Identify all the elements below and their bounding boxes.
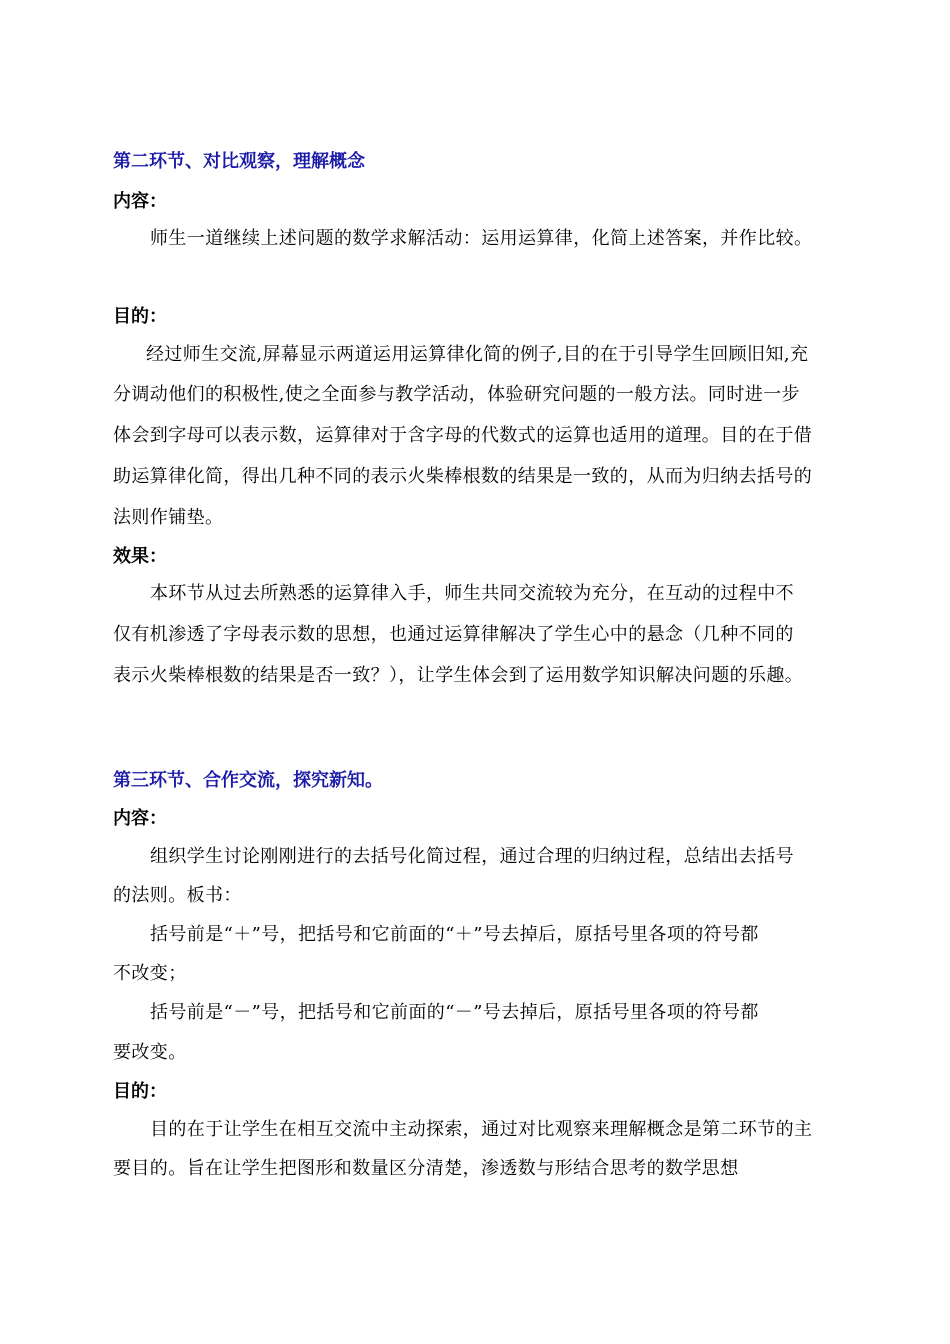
section2-effect-line: 表示火柴棒根数的结果是否一致？），让学生体会到了运用数学知识解决问题的乐趣。	[113, 665, 804, 686]
section3-purpose-line: 目的在于让学生在相互交流中主动探索，通过对比观察来理解概念是第二环节的主	[150, 1119, 813, 1140]
rule-minus-line: 括号前是“－”号，把括号和它前面的“－”号去掉后，原括号里各项的符号都	[150, 1002, 759, 1023]
section2-content-text: 师生一道继续上述问题的数学求解活动：运用运算律，化简上述答案，并作比较。	[150, 228, 813, 249]
section2-heading: 第二环节、对比观察，理解概念	[113, 151, 365, 172]
rule-plus-line: 不改变；	[113, 963, 187, 984]
section2-effect-line: 本环节从过去所熟悉的运算律入手，师生共同交流较为充分，在互动的过程中不	[150, 583, 794, 604]
rule-plus-line: 括号前是“＋”号，把括号和它前面的“＋”号去掉后，原括号里各项的符号都	[150, 924, 759, 945]
section2-purpose-line: 分调动他们的积极性,使之全面参与教学活动，体验研究问题的一般方法。同时进一步	[113, 384, 800, 405]
section3-heading: 第三环节、合作交流，探究新知。	[113, 770, 383, 791]
section2-purpose-label: 目的：	[113, 306, 167, 327]
section2-effect-line: 仅有机渗透了字母表示数的思想，也通过运算律解决了学生心中的悬念（几种不同的	[113, 624, 794, 645]
section2-purpose-line: 助运算律化简，得出几种不同的表示火柴棒根数的结果是一致的，从而为归纳去括号的	[113, 466, 813, 487]
section2-purpose-line: 体会到字母可以表示数，运算律对于含字母的代数式的运算也适用的道理。目的在于借	[113, 425, 813, 446]
section2-effect-label: 效果：	[113, 546, 167, 567]
section3-purpose-label: 目的：	[113, 1081, 167, 1102]
section3-content-line: 组织学生讨论刚刚进行的去括号化简过程，通过合理的归纳过程，总结出去括号	[150, 846, 794, 867]
section2-content-label: 内容：	[113, 191, 167, 212]
section3-content-label: 内容：	[113, 808, 167, 829]
section2-purpose-line: 法则作铺垫。	[113, 507, 224, 528]
section2-purpose-line: 经过师生交流,屏幕显示两道运用运算律化简的例子,目的在于引导学生回顾旧知,充	[146, 344, 809, 365]
rule-minus-line: 要改变。	[113, 1042, 187, 1063]
section3-purpose-line: 要目的。旨在让学生把图形和数量区分清楚，渗透数与形结合思考的数学思想	[113, 1158, 739, 1179]
section3-content-line: 的法则。板书：	[113, 885, 242, 906]
